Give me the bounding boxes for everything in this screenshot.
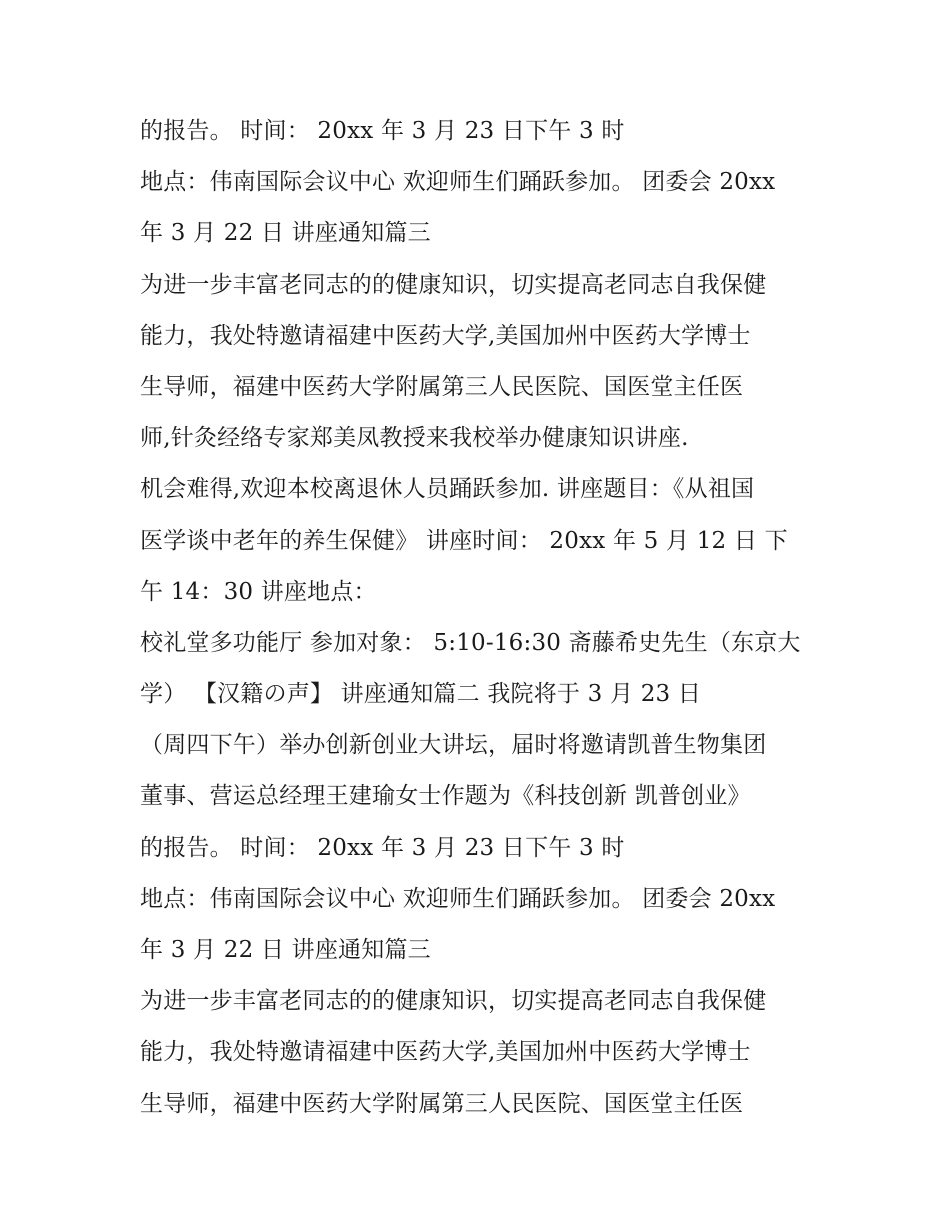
text-line: 生导师，福建中医药大学附属第三人民医院、国医堂主任医 bbox=[140, 373, 744, 400]
text-line: 师,针灸经络专家郑美凤教授来我校举办健康知识讲座. bbox=[140, 425, 689, 452]
text-line: 学） 【汉籍の声】 讲座通知篇二 我院将于 3 月 23 日 bbox=[140, 681, 702, 708]
text-line: 校礼堂多功能厅 参加对象： 5:10-16:30 斋藤希史先生（东京大 bbox=[140, 629, 801, 656]
text-line: 为进一步丰富老同志的的健康知识，切实提高老同志自我保健 bbox=[140, 988, 767, 1015]
document-body bbox=[140, 106, 840, 1130]
text-line: 年 3 月 22 日 讲座通知篇三 bbox=[140, 220, 431, 247]
text-line: 年 3 月 22 日 讲座通知篇三 bbox=[140, 937, 431, 963]
text-line: 的报告。 时间： 20xx 年 3 月 23 日下午 3 时 bbox=[140, 834, 625, 861]
text-line: 能力，我处特邀请福建中医药大学,美国加州中医药大学博士 bbox=[140, 1039, 751, 1066]
text-line: 地点：伟南国际会议中心 欢迎师生们踊跃参加。 团委会 20xx bbox=[140, 169, 776, 196]
text-line: 生导师，福建中医药大学附属第三人民医院、国医堂主任医 bbox=[140, 1090, 744, 1117]
text-line: 午 14：30 讲座地点： bbox=[140, 578, 377, 605]
text-line: 董事、营运总经理王建瑜女士作题为《科技创新 凯普创业》 bbox=[140, 783, 751, 810]
text-line: 为进一步丰富老同志的的健康知识，切实提高老同志自我保健 bbox=[140, 271, 767, 298]
text-line: 能力，我处特邀请福建中医药大学,美国加州中医药大学博士 bbox=[140, 322, 751, 349]
text-line: 医学谈中老年的养生保健》 讲座时间： 20xx 年 5 月 12 日 下 bbox=[140, 527, 788, 554]
text-line: 的报告。 时间： 20xx 年 3 月 23 日下午 3 时 bbox=[140, 118, 625, 144]
text-line: 机会难得,欢迎本校离退休人员踊跃参加. 讲座题目：《从祖国 bbox=[140, 476, 755, 503]
text-line: （周四下午）举办创新创业大讲坛，届时将邀请凯普生物集团 bbox=[140, 732, 767, 759]
text-line: 地点：伟南国际会议中心 欢迎师生们踊跃参加。 团委会 20xx bbox=[140, 885, 776, 912]
